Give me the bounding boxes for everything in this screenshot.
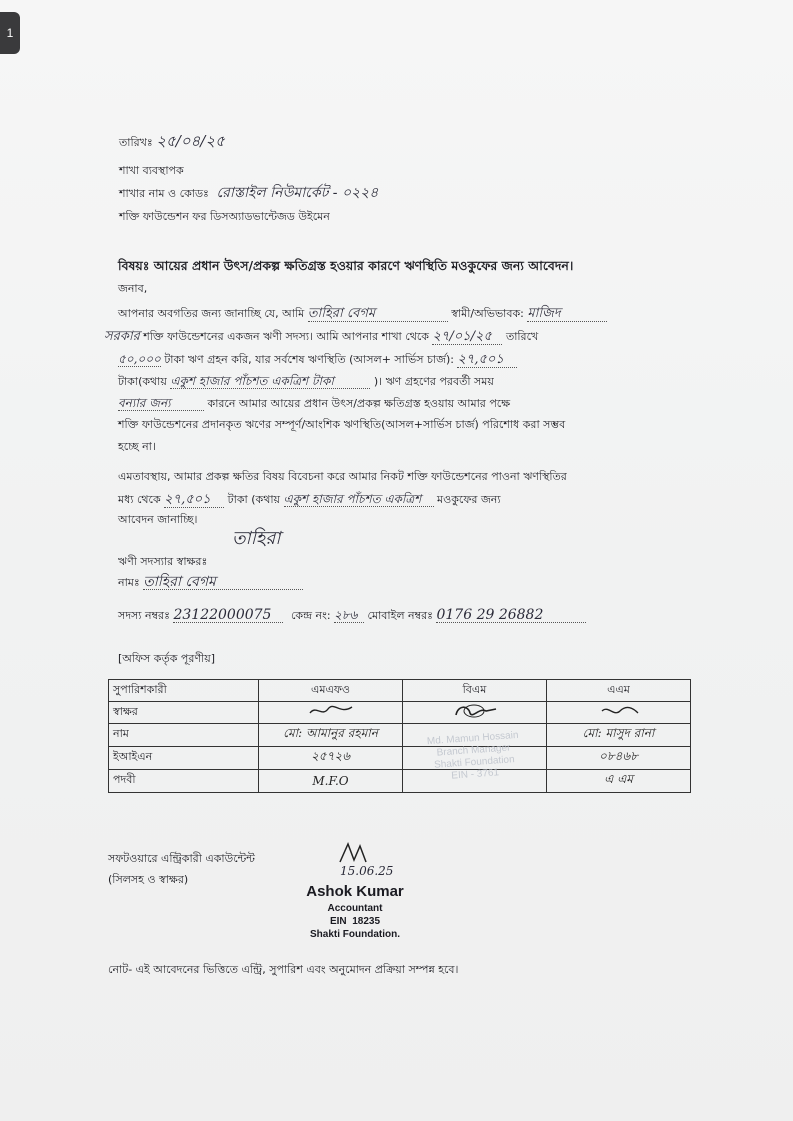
table-row [109, 701, 691, 723]
para2-text: মওকুফের জন্য [437, 493, 501, 506]
applicant-name-filled: তাহিরা বেগম [308, 307, 448, 322]
table-header-row [109, 680, 691, 702]
date-label: তারিখঃ [119, 136, 153, 149]
waive-words-filled: একুশ হাজার পাঁচশত একত্রিশ [284, 492, 434, 507]
stamp-line: Branch Manager [436, 742, 511, 759]
am-ein: ০৮৪৬৮ [547, 746, 691, 769]
mfo-name: মো: আমানুর রহমান [259, 723, 403, 746]
para1-text: টাকা ঋণ গ্রহন করি, যার সর্বশেষ ঋণস্থিতি (আসল+ সার্ভিস চার্জ): [164, 353, 454, 366]
mobile-number: 0176 29 26882 [436, 608, 586, 623]
applicant-signature: তাহিরা [232, 528, 281, 549]
para1-line3 [118, 352, 517, 368]
table-row [109, 746, 691, 769]
accountant-name: Ashok Kumar [306, 883, 404, 900]
row-label: ইআইএন [109, 746, 259, 769]
para1-text: )। ঋণ গ্রহণের পরবর্তী সময় [373, 375, 494, 388]
guardian-name-cont: সরকার [104, 329, 140, 344]
stamp-line: EIN - 3761 [450, 767, 500, 782]
para1-line2 [104, 330, 538, 345]
para2-text: টাকা (কথায় [227, 493, 281, 506]
am-signature-mark [594, 703, 644, 719]
mfo-ein: ২৫৭২৬ [259, 746, 403, 769]
balance-filled: ২৭,৫০১ [457, 353, 517, 368]
table-row [109, 723, 691, 746]
table-header-cell: সুপারিশকারী [109, 680, 259, 702]
am-signature-cell [547, 701, 691, 723]
mfo-designation: M.F.O [259, 769, 403, 792]
balance-words-filled: একুশ হাজার পাঁচশত একত্রিশ টাকা [170, 374, 370, 389]
para1-text: তারিখে [505, 330, 539, 343]
mfo-signature-cell [259, 701, 403, 723]
loan-date-filled: ২৭/০১/২৫ [432, 330, 502, 345]
center-label: কেন্দ্র নং: [290, 609, 331, 622]
para2-line1: এমতাবস্থায়, আমার প্রকল্প ক্ষতির বিষয় বিবেচনা করে আমার নিকট শক্তি ফাউন্ডেশনের পাওনা ঋণস্থিতির [118, 470, 567, 483]
table-header-cell: বিএম [403, 680, 547, 702]
para1-text: শক্তি ফাউন্ডেশনের একজন ঋণী সদস্য। আমি আপনার শাখা থেকে [143, 330, 429, 343]
center-number: ২৮৬ [334, 608, 364, 623]
reason-filled: বন্যার জন্য [118, 396, 204, 411]
name-label: নামঃ [118, 576, 140, 589]
bm-signature-mark [450, 703, 500, 719]
accountant-ein: EIN 18235 [329, 916, 381, 927]
recommendation-table [108, 679, 691, 793]
para1-line7: হচ্ছে না। [118, 440, 156, 453]
branch-manager-label: শাখা ব্যবস্থাপক [119, 164, 184, 177]
signature-label: ঋণী সদস্যার স্বাক্ষরঃ [118, 555, 208, 568]
date-value: ২৫/০৪/২৫ [156, 132, 225, 150]
para1-line5 [118, 396, 510, 411]
row-label: নাম [109, 723, 259, 746]
subject-line: বিষয়ঃ আয়ের প্রধান উৎস/প্রকল্প ক্ষতিগ্রস্ত হওয়ার কারণে ঋণস্থিতি মওকুফের জন্য আবেদন। [118, 258, 574, 273]
stamp-line: Md. Mamun Hossain [426, 729, 519, 748]
bm-signature-cell [403, 701, 547, 723]
para1-line4 [118, 374, 494, 389]
am-designation: এ এম [547, 769, 691, 792]
bm-stamp-faded [418, 729, 529, 784]
accountant-line2: (সিলসহ ও স্বাক্ষর) [108, 873, 189, 886]
footer-note: নোট- এই আবেদনের ভিত্তিতে এন্ট্রি, সুপারিশ এবং অনুমোদন প্রক্রিয়া সম্পন্ন হবে। [108, 963, 459, 976]
para2-text: মধ্য থেকে [118, 493, 161, 506]
table-row [109, 769, 691, 792]
office-use-label: [অফিস কর্তৃক পূরণীয়] [118, 652, 215, 665]
para1-line6: শক্তি ফাউন্ডেশনের প্রদানকৃত ঋণের সম্পূর্ণ/আংশিক ঋণস্থিতি(আসল+সার্ভিস চার্জ) পরিশোধ করা সম্ভব [118, 418, 566, 431]
am-name: মো: মাসুদ রানা [547, 723, 691, 746]
accountant-date: 15.06.25 [340, 864, 394, 878]
guardian-label: স্বামী/অভিভাবক: [451, 307, 524, 320]
accountant-title: Accountant [327, 903, 383, 914]
branch-label: শাখার নাম ও কোডঃ [119, 187, 209, 200]
accountant-line1: সফটওয়ারে এন্ট্রিকারী একাউন্টেন্ট [108, 852, 255, 865]
org-line: শক্তি ফাউন্ডেশন ফর ডিসঅ্যাডভান্টেজড উইমেন [119, 210, 330, 223]
para2-line3: আবেদন জানাচ্ছি। [118, 513, 198, 526]
mobile-label: মোবাইল নম্বরঃ [367, 609, 433, 622]
row-label: স্বাক্ষর [109, 701, 259, 723]
row-label: পদবী [109, 769, 259, 792]
branch-value: রোস্তাইল নিউমার্কেট - ০২২৪ [216, 185, 379, 201]
applicant-name-line [118, 575, 303, 590]
member-number: 23122000075 [173, 608, 283, 623]
loan-amount-filled: ৫০,০০০ [118, 352, 161, 366]
para2-line2 [118, 492, 501, 508]
member-label: সদস্য নম্বরঃ [118, 609, 170, 622]
table-header-cell: এমএফও [259, 680, 403, 702]
date-line [119, 134, 225, 150]
mfo-signature-mark [306, 703, 356, 719]
para1-line1 [118, 307, 607, 322]
stamp-line: Shakti Foundation [433, 754, 515, 771]
applicant-name: তাহিরা বেগম [143, 575, 303, 590]
page-number-badge: 1 [0, 12, 20, 54]
table-header-cell: এএম [547, 680, 691, 702]
salutation: জনাব, [118, 282, 148, 295]
guardian-name-filled: মাজিদ [527, 307, 607, 322]
waive-amount-filled: ২৭,৫০১ [164, 493, 224, 508]
member-line [118, 608, 586, 623]
para1-text: আপনার অবগতির জন্য জানাচ্ছি যে, আমি [118, 307, 305, 320]
accountant-org: Shakti Foundation. [310, 929, 400, 940]
branch-line [119, 186, 378, 201]
para1-text: কারনে আমার আয়ের প্রধান উৎস/প্রকল্প ক্ষতিগ্রস্ত হওয়ায় আমার পক্ষে [207, 397, 511, 410]
para1-text: টাকা(কথায় [118, 375, 167, 388]
accountant-signature-mark [336, 840, 376, 866]
